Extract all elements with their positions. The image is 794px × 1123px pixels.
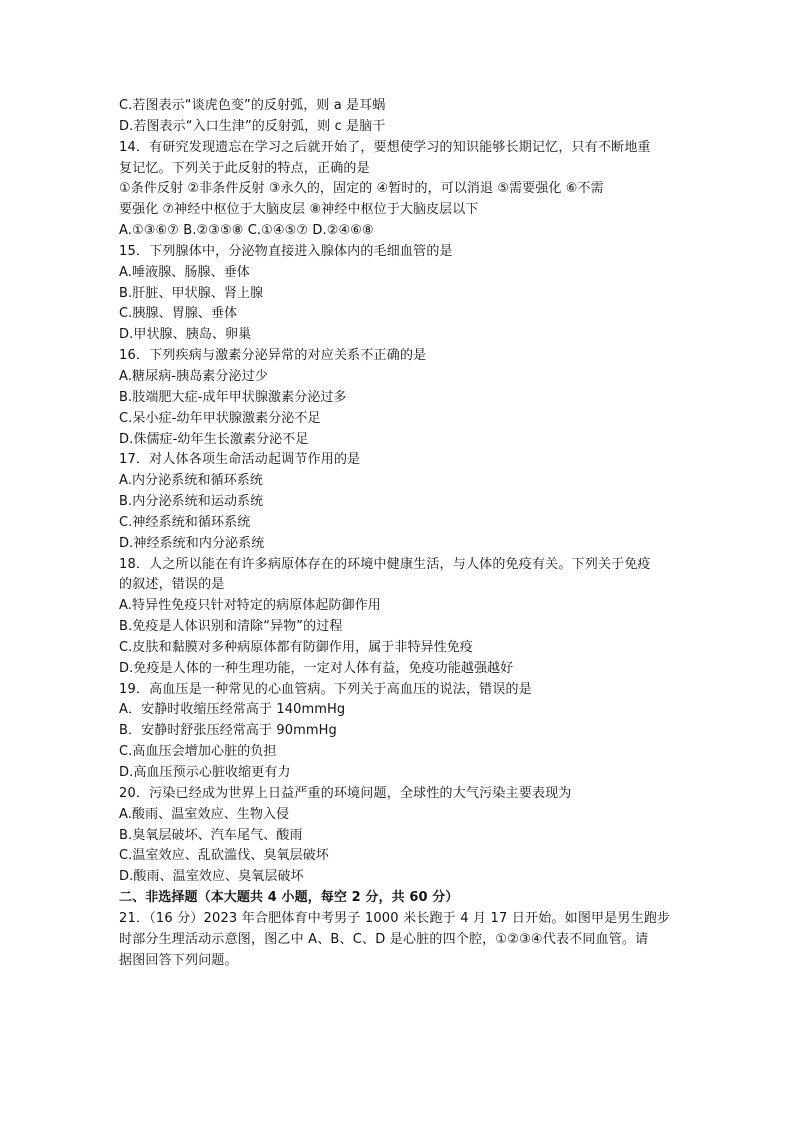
answer-option-line: D.酸雨、温室效应、臭氧层破坏 — [119, 869, 304, 885]
section-heading: 二、非选择题（本大题共 4 小题，每空 2 分，共 60 分） — [119, 890, 459, 906]
answer-option-line: B.肢端肥大症-成年甲状腺激素分泌过多 — [119, 389, 347, 405]
answer-option-line: C.若图表示“谈虎色变”的反射弧，则 a 是耳蜗 — [119, 98, 386, 113]
question-text-line: 复记忆。下列关于此反射的特点，正确的是 — [119, 160, 370, 176]
answer-option-line: D.侏儒症-幼年生长激素分泌不足 — [119, 431, 309, 447]
answer-option-line: C.温室效应、乱砍滥伐、臭氧层破坏 — [119, 848, 329, 864]
answer-option-line: A.酸雨、温室效应、生物入侵 — [119, 806, 290, 822]
answer-option-line: B.肝脏、甲状腺、肾上腺 — [119, 285, 264, 301]
answer-option-line: D.若图表示“入口生津”的反射弧，则 c 是脑干 — [119, 118, 386, 134]
answer-option-line: A.唾液腺、肠腺、垂体 — [119, 264, 250, 280]
answer-option-line: A．安静时收缩压经常高于 140mmHg — [119, 702, 346, 718]
answer-option-line: C.皮肤和黏膜对多种病原体都有防御作用，属于非特异性免疫 — [119, 639, 474, 655]
answer-option-line: A.内分泌系统和循环系统 — [119, 473, 263, 489]
question-text-line: 21．（16 分）2023 年合肥体育中考男子 1000 米长跑于 4 月 17 日开始。如图甲是男生跑步 — [119, 910, 671, 926]
body-text-line: ①条件反射 ②非条件反射 ③永久的，固定的 ④暂时的，可以消退 ⑤需要强化 ⑥不需 — [119, 181, 604, 197]
question-text-line: 14．有研究发现遗忘在学习之后就开始了，要想使学习的知识能够长期记忆，只有不断地重 — [119, 139, 651, 155]
question-text-line: 18．人之所以能在有许多病原体存在的环境中健康生活，与人体的免疫有关。下列关于免疫 — [119, 556, 651, 572]
question-text-line: 17．对人体各项生命活动起调节作用的是 — [119, 452, 361, 468]
answer-option-line: B.免疫是人体识别和清除“异物”的过程 — [119, 619, 343, 635]
question-text-line: 的叙述，错误的是 — [119, 577, 225, 593]
answer-option-line: A.糖尿病-胰岛素分泌过少 — [119, 368, 268, 384]
body-text-line: 要强化 ⑦神经中枢位于大脑皮层 ⑧神经中枢位于大脑皮层以下 — [119, 202, 479, 218]
answer-option-line: D.高血压预示心脏收缩更有力 — [119, 765, 291, 780]
answer-option-line: B．安静时舒张压经常高于 90mmHg — [119, 723, 337, 739]
exam-text-body — [119, 96, 679, 971]
question-text-line: 20．污染已经成为世界上日益严重的环境问题，全球性的大气污染主要表现为 — [119, 785, 572, 801]
question-text-line: 据图回答下列问题。 — [119, 952, 238, 968]
answer-option-line: B.臭氧层破坏、汽车尾气、酸雨 — [119, 827, 303, 843]
answer-option-line: D.神经系统和内分泌系统 — [119, 535, 265, 551]
answer-option-line: B.内分泌系统和运动系统 — [119, 494, 264, 510]
question-text-line: 16．下列疾病与激素分泌异常的对应关系不正确的是 — [119, 348, 427, 364]
question-text-line: 15．下列腺体中，分泌物直接进入腺体内的毛细血管的是 — [119, 243, 453, 259]
answer-option-line: D.甲状腺、胰岛、卵巢 — [119, 327, 252, 343]
answer-option-line: C.神经系统和循环系统 — [119, 514, 251, 530]
answer-option-line: C.呆小症-幼年甲状腺激素分泌不足 — [119, 410, 321, 426]
answer-option-line: A.特异性免疫只针对特定的病原体起防御作用 — [119, 598, 381, 614]
answer-option-line: C.高血压会增加心脏的负担 — [119, 744, 277, 760]
answer-option-line: A.①③⑥⑦ B.②③⑤⑧ C.①④⑤⑦ D.②④⑥⑧ — [119, 223, 374, 239]
question-text-line: 19．高血压是一种常见的心血管病。下列关于高血压的说法，错误的是 — [119, 681, 532, 697]
question-text-line: 时部分生理活动示意图，图乙中 A、B、C、D 是心脏的四个腔，①②③④代表不同血管。请 — [119, 931, 649, 947]
answer-option-line: D.免疫是人体的一种生理功能，一定对人体有益，免疫功能越强越好 — [119, 660, 514, 676]
answer-option-line: C.胰腺、胃腺、垂体 — [119, 306, 238, 322]
